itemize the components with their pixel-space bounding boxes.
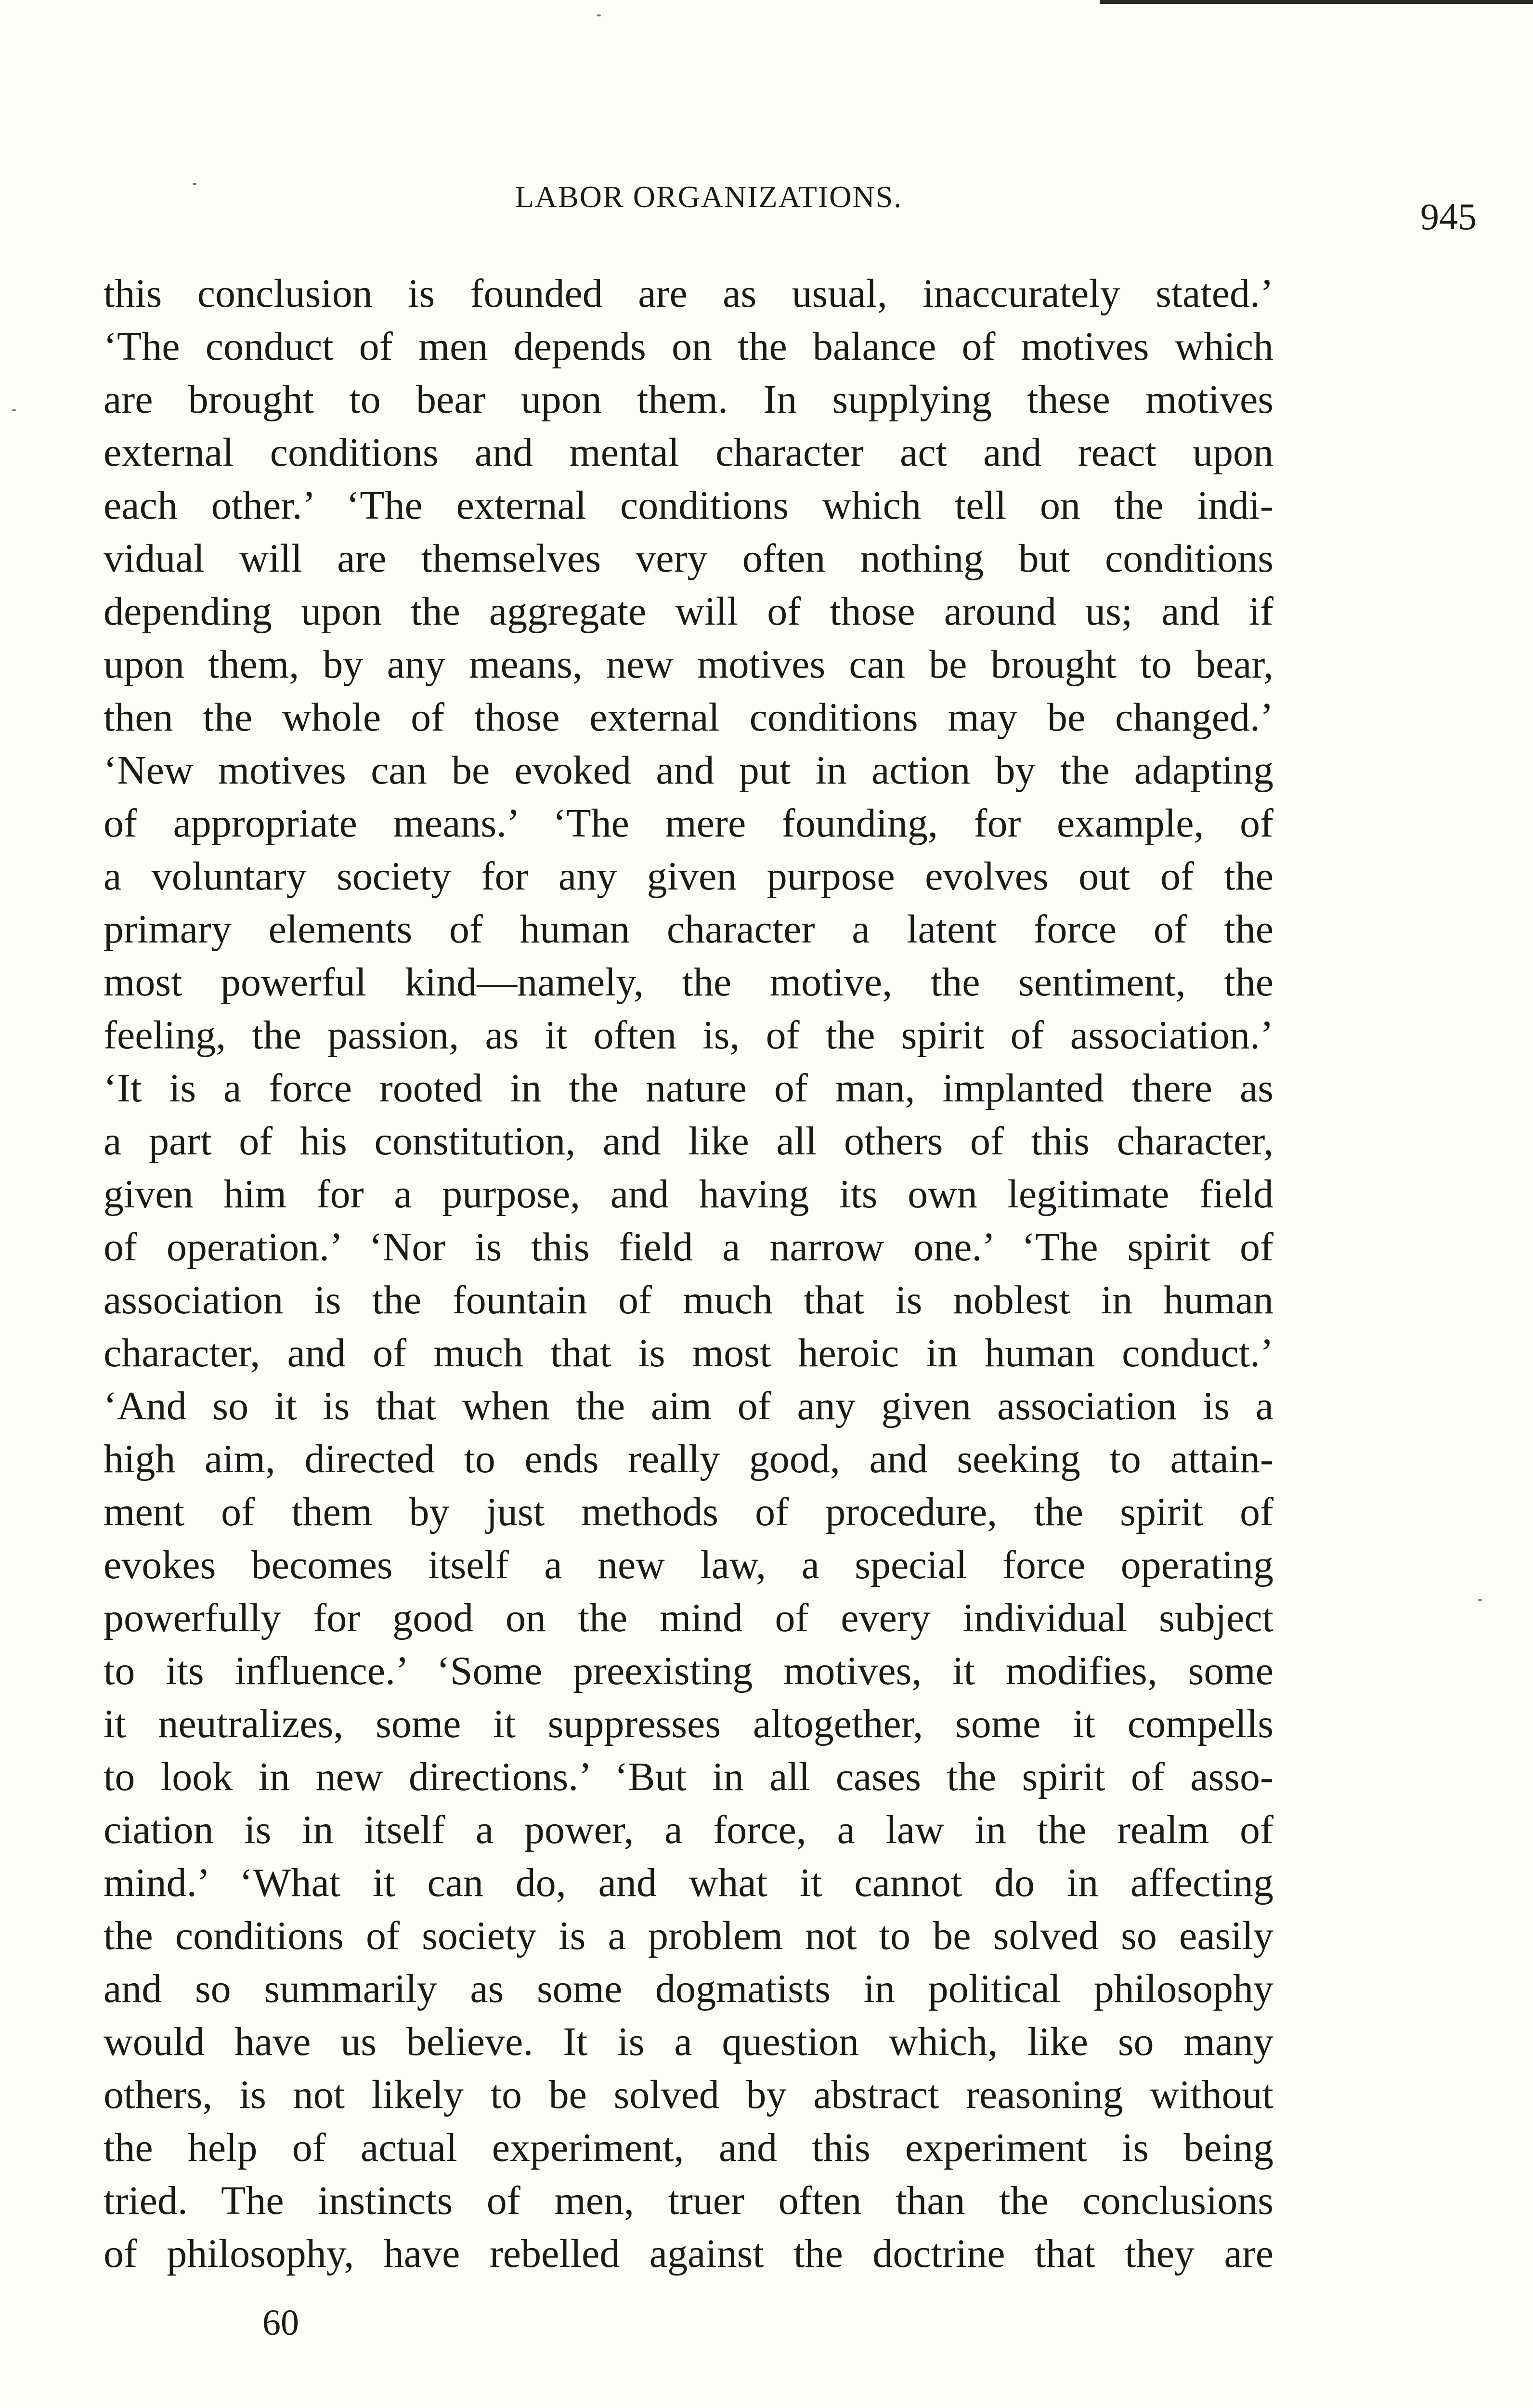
text-line: feeling, the passion, as it often is, of the spirit of association.’ <box>104 1013 1273 1058</box>
text-line: evokes becomes itself a new law, a special force operating <box>104 1543 1273 1587</box>
text-line: to look in new directions.’ ‘But in all cases the spirit of asso- <box>104 1754 1273 1799</box>
text-line: a part of his constitution, and like all others of this character, <box>104 1119 1273 1164</box>
text-line: vidual will are themselves very often nothing but conditions <box>104 536 1273 581</box>
margin-speck <box>12 409 16 411</box>
text-line: and so summarily as some dogmatists in political philosophy <box>104 1966 1273 2011</box>
text-line: this conclusion is founded are as usual, inaccurately stated.’ <box>104 271 1273 316</box>
text-line: most powerful kind—namely, the motive, the sentiment, the <box>104 960 1273 1005</box>
text-line: ment of them by just methods of procedure, the spirit of <box>104 1490 1273 1534</box>
text-line: are brought to bear upon them. In supplying these motives <box>104 377 1273 422</box>
text-line: of philosophy, have rebelled against the doctrine that they are <box>104 2231 1273 2276</box>
text-line: the conditions of society is a problem not to be solved so easily <box>104 1913 1273 1958</box>
top-edge-rule <box>1100 0 1533 4</box>
text-line: others, is not likely to be solved by abstract reasoning without <box>104 2072 1273 2117</box>
text-line: mind.’ ‘What it can do, and what it cannot do in affecting <box>104 1860 1273 1905</box>
text-line: tried. The instincts of men, truer often than the conclusions <box>104 2178 1273 2223</box>
text-line: would have us believe. It is a question which, like so many <box>104 2019 1273 2064</box>
text-line: given him for a purpose, and having its own legitimate field <box>104 1172 1273 1217</box>
text-line: character, and of much that is most heroic in human conduct.’ <box>104 1331 1273 1375</box>
text-line: to its influence.’ ‘Some preexisting motives, it modifies, some <box>104 1649 1273 1693</box>
text-line: then the whole of those external conditions may be changed.’ <box>104 695 1273 740</box>
text-line: of appropriate means.’ ‘The mere founding, for example, of <box>104 801 1273 846</box>
text-line: ciation is in itself a power, a force, a law in the realm of <box>104 1807 1273 1852</box>
text-line: of operation.’ ‘Nor is this field a narrow one.’ ‘The spirit of <box>104 1225 1273 1269</box>
margin-speck <box>1478 1599 1482 1601</box>
text-line: ‘It is a force rooted in the nature of man, implanted there as <box>104 1066 1273 1111</box>
text-line: ‘And so it is that when the aim of any given association is a <box>104 1384 1273 1428</box>
text-line: the help of actual experiment, and this experiment is being <box>104 2125 1273 2170</box>
text-line: primary elements of human character a latent force of the <box>104 907 1273 952</box>
text-line: depending upon the aggregate will of those around us; and if <box>104 589 1273 634</box>
page-number: 945 <box>1420 196 1477 237</box>
text-line: high aim, directed to ends really good, and seeking to attain- <box>104 1437 1273 1481</box>
margin-speck <box>193 183 196 185</box>
margin-speck <box>597 14 601 16</box>
running-head: LABOR ORGANIZATIONS. <box>515 180 903 214</box>
text-line: powerfully for good on the mind of every individual subject <box>104 1596 1273 1640</box>
text-line: a voluntary society for any given purpose evolves out of the <box>104 854 1273 899</box>
text-line: association is the fountain of much that is noblest in human <box>104 1278 1273 1322</box>
body-text <box>104 267 1273 2280</box>
text-line: external conditions and mental character act and react upon <box>104 430 1273 475</box>
signature-mark: 60 <box>262 2303 299 2343</box>
text-line: it neutralizes, some it suppresses altogether, some it compells <box>104 1701 1273 1746</box>
text-line: upon them, by any means, new motives can be brought to bear, <box>104 642 1273 687</box>
text-line: ‘New motives can be evoked and put in action by the adapting <box>104 748 1273 793</box>
text-line: each other.’ ‘The external conditions which tell on the indi- <box>104 483 1273 528</box>
text-line: ‘The conduct of men depends on the balance of motives which <box>104 324 1273 369</box>
